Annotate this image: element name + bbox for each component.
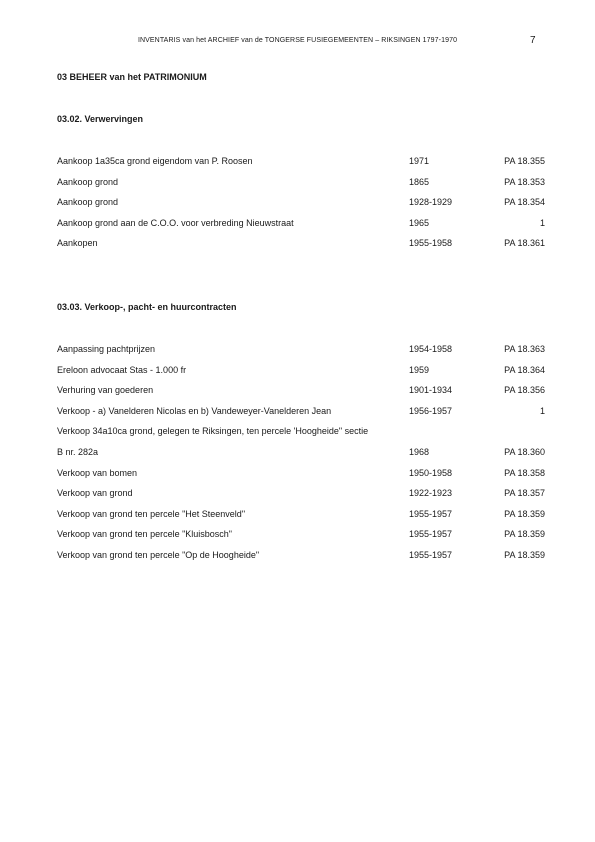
entry-description: Aanpassing pachtprijzen (57, 344, 156, 354)
entry-reference: 1 (539, 217, 545, 228)
entry-description: Verkoop van grond ten percele "Kluisbosch" (57, 529, 232, 540)
entry-years: 1955-1957 (409, 549, 453, 560)
entry-row (57, 401, 547, 422)
entry-years: 1922-1923 (409, 488, 453, 499)
entry-reference: PA 18.356 (504, 385, 545, 396)
entry-row (57, 524, 547, 545)
entry-years: 1955-1957 (409, 529, 453, 540)
entry-years: 1928-1929 (409, 197, 453, 208)
entry-years: 1971 (409, 156, 430, 166)
entry-reference: PA 18.354 (504, 197, 545, 208)
entry-years: 1968 (409, 446, 430, 457)
entry-row (57, 151, 547, 172)
entry-list-verkoop-pacht-huur (57, 339, 547, 566)
entry-description: Aankoop 1a35ca grond eigendom van P. Roosen (57, 156, 253, 166)
entry-years: 1956-1957 (409, 405, 453, 416)
entry-years: 1950-1958 (409, 467, 453, 478)
entry-years: 1955-1958 (409, 238, 453, 249)
entry-description: Verkoop van bomen (57, 467, 138, 478)
entry-description: Aankoop grond (57, 197, 119, 208)
entry-reference: PA 18.355 (504, 156, 545, 166)
entry-reference: PA 18.357 (504, 488, 545, 499)
section-title-verkoop-pacht-huur: 03.03. Verkoop-, pacht- en huurcontracten (57, 302, 237, 312)
entry-row (57, 545, 547, 566)
entry-description: Verkoop van grond ten percele "Op de Hoogheide" (57, 549, 260, 560)
entry-list-verwervingen (57, 151, 547, 254)
entry-years: 1965 (409, 217, 430, 228)
entry-reference: PA 18.360 (504, 446, 545, 457)
entry-description: Verkoop 34a10ca grond, gelegen te Riksingen, ten percele 'Hoogheide" sectie (57, 426, 369, 437)
entry-years: 1959 (409, 364, 430, 375)
entry-row (57, 483, 547, 504)
entry-description: Ereloon advocaat Stas - 1.000 fr (57, 364, 187, 375)
entry-row (57, 233, 547, 254)
entry-reference: PA 18.363 (504, 344, 545, 354)
entry-description: Verkoop van grond (57, 488, 133, 499)
entry-row (57, 339, 547, 360)
entry-description: Aankoop grond aan de C.O.O. voor verbreding Nieuwstraat (57, 217, 294, 228)
entry-reference: PA 18.359 (504, 529, 545, 540)
page-number: 7 (530, 35, 536, 46)
entry-reference: PA 18.358 (504, 467, 545, 478)
entry-reference: PA 18.364 (504, 364, 545, 375)
running-header: INVENTARIS van het ARCHIEF van de TONGERSE FUSIEGEMEENTEN – RIKSINGEN 1797-1970 (137, 37, 458, 44)
entry-row (57, 504, 547, 525)
entry-description: Aankoop grond (57, 176, 119, 187)
entry-reference: 1 (539, 405, 545, 416)
entry-years: 1955-1957 (409, 508, 453, 519)
entry-description: Aankopen (57, 238, 98, 249)
entry-row (57, 421, 547, 442)
entry-years: 1954-1958 (409, 344, 453, 354)
entry-years: 1901-1934 (409, 385, 453, 396)
entry-reference: PA 18.353 (504, 176, 545, 187)
entry-years: 1865 (409, 176, 430, 187)
entry-description: Verhuring van goederen (57, 385, 154, 396)
entry-row (57, 360, 547, 381)
entry-row (57, 192, 547, 213)
entry-row (57, 463, 547, 484)
entry-row (57, 213, 547, 234)
entry-description: Verkoop van grond ten percele "Het Steenveld" (57, 508, 246, 519)
entry-row (57, 172, 547, 193)
entry-row (57, 442, 547, 463)
section-title-verwervingen: 03.02. Verwervingen (57, 114, 144, 124)
entry-reference: PA 18.361 (504, 238, 545, 249)
entry-description: Verkoop - a) Vanelderen Nicolas en b) Vandeweyer-Vanelderen Jean (57, 405, 332, 416)
entry-row (57, 380, 547, 401)
entry-description: B nr. 282a (57, 446, 99, 457)
entry-reference: PA 18.359 (504, 508, 545, 519)
entry-reference: PA 18.359 (504, 549, 545, 560)
chapter-title: 03 BEHEER van het PATRIMONIUM (57, 72, 207, 82)
